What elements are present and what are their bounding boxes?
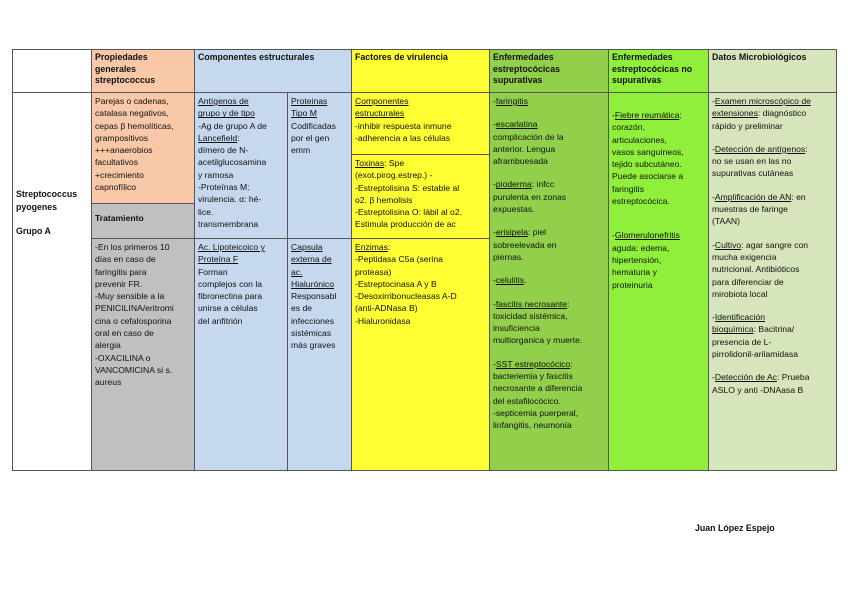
components-lines <box>355 120 486 145</box>
text-line: mirobiota local <box>712 288 768 299</box>
text-line: más graves <box>291 340 336 351</box>
text-line: del estafilocócico. <box>493 395 561 406</box>
text-line: proteasa) <box>355 266 392 277</box>
toxins-title: Toxinas <box>355 158 385 168</box>
micro-inline: : en <box>791 191 806 202</box>
text-line: capnofílico <box>95 182 137 193</box>
micro-cell <box>708 92 837 471</box>
micro-list <box>712 95 833 396</box>
disease-title: Fiebre reumática <box>614 110 680 120</box>
text-line: (TAAN) <box>712 216 741 227</box>
text-line: -OXACILINA o <box>95 352 151 363</box>
micro-item-title <box>712 323 833 335</box>
disease-inline: : <box>679 110 682 120</box>
treatment-title: Tratamiento <box>95 213 144 223</box>
micro-title-text: Identificación <box>714 312 766 323</box>
disease-item <box>493 226 605 238</box>
disease-title: escarlatina <box>495 119 538 130</box>
text-line: grampositivos <box>95 132 149 143</box>
text-line: externa de <box>291 254 332 265</box>
text-line: ac. <box>291 266 303 277</box>
text-line: Hialurónico <box>291 278 334 289</box>
text-line: +++anaerobios <box>95 145 153 156</box>
enzymes-title: Enzimas <box>355 242 388 252</box>
text-line: vasos sanguíneos, <box>612 146 684 157</box>
capsule-cell <box>287 238 352 471</box>
text-line: -Estreptocinasa A y B <box>355 278 437 289</box>
text-line: PENICILINA/eritromi <box>95 303 174 314</box>
micro-item-title: -Examen microscópico de <box>712 96 811 106</box>
text-line: Antígenos de <box>198 96 249 106</box>
text-line: ASLO y anti -DNAasa B <box>712 384 804 395</box>
text-line: muestras de faringe <box>712 204 788 215</box>
text-line: aframbuesada <box>493 156 548 167</box>
text-line: aguda: edema, <box>612 242 670 253</box>
text-line: Forman <box>198 266 228 277</box>
text-line: es de <box>291 303 313 314</box>
disease-prefix: - <box>493 179 496 190</box>
header-micro: Datos Microbiológicos <box>708 49 837 93</box>
text-line: facultativos <box>95 157 138 168</box>
text-line: por el gen <box>291 132 330 143</box>
text-line: sistémicas <box>291 328 332 339</box>
text-line: supurativas cutáneas <box>712 168 794 179</box>
antigens-lines <box>198 120 284 132</box>
text-line: Parejas o cadenas, <box>95 96 169 106</box>
text-line: purulenta en zonas <box>493 191 567 202</box>
disease-item <box>493 178 605 190</box>
protein-m-cell <box>287 92 352 239</box>
text-line: virulencia. α: hé- <box>198 194 262 205</box>
text-line: -En los primeros 10 <box>95 242 170 252</box>
micro-title-text: Amplificación de AN <box>714 191 792 202</box>
text-line: -Estreptolisina S: estable al <box>355 182 460 193</box>
text-line: Proteinas <box>291 96 328 106</box>
text-line: sobreelevada en <box>493 239 557 250</box>
components-cell <box>351 92 490 155</box>
micro-item-title <box>712 107 833 119</box>
disease-title: pioderma <box>495 179 532 190</box>
disease-prefix: - <box>493 358 496 369</box>
capsule-lines <box>291 290 348 351</box>
micro-item-title: -Identificación <box>712 312 766 323</box>
micro-item-title: -Cultivo: agar sangre con <box>712 239 809 250</box>
text-line: multiorganica y muerte. <box>493 335 583 346</box>
disease-prefix: - <box>493 96 496 106</box>
disease-title: celulitis <box>495 275 525 286</box>
row-label <box>12 92 92 471</box>
text-line: catalasa negativos, <box>95 108 169 119</box>
micro-item-title: -Amplificación de AN: en <box>712 191 806 202</box>
text-line: para diferenciar de <box>712 276 784 287</box>
text-line: y ramosa <box>198 169 234 180</box>
disease-item: -Glomerulonefritis <box>612 230 680 241</box>
text-line: no se usan en las no <box>712 156 792 167</box>
text-line: -Ag de grupo A de <box>198 120 267 131</box>
text-line: o2. β hemolisis <box>355 194 413 205</box>
text-line: hipertensión, <box>612 254 662 265</box>
text-line: necrosante a diferencia <box>493 383 583 394</box>
micro-inline: : <box>805 143 808 154</box>
row-label-line1: Streptococcus <box>16 189 78 199</box>
text-line: Responsabl <box>291 291 337 302</box>
properties-list <box>95 95 191 193</box>
text-line: VANCOMICINA si s. <box>95 364 173 375</box>
disease-item <box>493 118 605 130</box>
text-line: (anti-ADNasa B) <box>355 303 418 314</box>
text-line: del anfitrión <box>198 315 243 326</box>
disease-item: -celulitis. <box>493 275 527 286</box>
antigens-lines2 <box>198 144 284 230</box>
text-line: piernas. <box>493 251 524 262</box>
lipoteichoic-lines <box>198 266 284 327</box>
disease-title: faringitis <box>495 96 528 106</box>
text-line: estreptocócica. <box>612 196 670 207</box>
text-line: estructurales <box>355 108 405 119</box>
protein-m-title <box>291 95 348 120</box>
text-line: alergia <box>95 340 121 351</box>
micro-title-text: extensiones <box>712 108 758 119</box>
text-line: -Hialuronidasa <box>355 315 411 326</box>
text-line: -Proteínas M: <box>198 182 250 193</box>
micro-inline: : agar sangre con <box>741 239 809 250</box>
header-properties: Propiedades generales streptococcus <box>91 49 195 93</box>
toxins-first: : Spe <box>384 158 405 168</box>
capsule-title <box>291 241 348 290</box>
non-suppurative-cell <box>608 92 709 471</box>
toxins-lines <box>355 169 486 230</box>
disease-title: SST estreptocócico <box>495 358 571 369</box>
micro-title-text: Examen microscópico de <box>714 96 811 106</box>
text-line: corazón, <box>612 122 645 133</box>
disease-inline: : infcc <box>531 179 555 190</box>
text-line: infecciones <box>291 315 334 326</box>
properties-cell <box>91 92 195 204</box>
text-line: Proteína F <box>198 254 239 265</box>
text-line: insuficiencia <box>493 323 540 334</box>
text-line: días en caso de <box>95 254 156 265</box>
disease-inline: : piel <box>527 227 547 238</box>
text-line: oral en caso de <box>95 328 154 339</box>
lipoteichoic-title <box>198 241 284 266</box>
enzymes-cell: Enzimas: -Peptidasa C5a (serina proteasa) -Estreptocinasa A y B -Desoxirribonucleasas A-D (anti-ADNasa B) -Hialuronidasa <box>351 238 490 471</box>
text-line: anterior. Lengua <box>493 143 556 154</box>
enzymes-lines <box>355 253 486 327</box>
text-line: cepas β hemolíticas, <box>95 120 174 131</box>
text-line: pirrolidonil-arilamidasa <box>712 349 798 360</box>
disease-title: Glomerulonefritis <box>614 230 680 241</box>
text-line: Tipo M <box>291 108 317 119</box>
text-line: fibronectina para <box>198 291 263 302</box>
text-line: articulaciones, <box>612 134 667 145</box>
author: Juan López Espejo <box>695 523 775 533</box>
text-line: nutricional. Antibióticos <box>712 264 800 275</box>
text-line: tejido subcutáneo. <box>612 159 682 170</box>
treatment-cell <box>91 238 195 471</box>
protein-m-lines <box>291 120 348 157</box>
disease-prefix: - <box>493 298 496 309</box>
components-title <box>355 95 486 120</box>
suppurative-list <box>493 95 605 432</box>
text-line: aureus <box>95 377 122 388</box>
disease-prefix: - <box>493 275 496 286</box>
disease-inline: : <box>567 298 570 309</box>
micro-title-text: Detección de Ac <box>714 372 777 383</box>
text-line: -adherencia a las células <box>355 132 451 143</box>
text-line: -septicemia puerperal, <box>493 407 579 418</box>
text-line: faringitis <box>612 183 644 194</box>
row-label-line3: Grupo A <box>16 226 51 236</box>
disease-prefix: - <box>493 227 496 238</box>
header-suppurative: Enfermedades estreptocócicas supurativas <box>489 49 609 93</box>
text-line: prevenir FR. <box>95 278 143 289</box>
text-line: expuestas. <box>493 204 535 215</box>
text-line: Estimula producción de ac <box>355 219 456 230</box>
text-line: complicación de la <box>493 131 564 142</box>
text-line: emm <box>291 145 311 156</box>
text-line: presencia de L- <box>712 336 772 347</box>
toxins-cell <box>351 154 490 239</box>
micro-item-title: -Detección de Ac: Prueba <box>712 372 810 383</box>
non-suppurative-list <box>612 95 705 313</box>
text-line: -Desoxirribonucleasas A-D <box>355 291 457 302</box>
antigens-title <box>198 95 284 120</box>
micro-title-text: Detección de antígenos <box>714 143 806 154</box>
text-line: toxicidad sistémica, <box>493 310 568 321</box>
text-line: +crecimiento <box>95 169 144 180</box>
text-line: -inhibir respuesta inmune <box>355 120 452 131</box>
text-line: hematuria y <box>612 267 657 278</box>
text-line: (exot.pirog.estrep.) - <box>355 170 433 181</box>
text-line: Ac. Lipoteicoico y <box>198 242 265 252</box>
text-line: faringitis para <box>95 266 147 277</box>
text-line: unirse a células <box>198 303 258 314</box>
treatment-list <box>95 241 191 389</box>
text-line: lice. <box>198 206 214 217</box>
disease-item: -Fiebre reumática: <box>612 110 682 120</box>
suppurative-cell <box>489 92 609 471</box>
text-line: cina o cefalosporina <box>95 315 172 326</box>
header-structural: Componentes estructurales <box>194 49 352 93</box>
text-line: grupo y de tipo <box>198 108 255 119</box>
text-line: Componentes <box>355 96 409 106</box>
text-line: -Peptidasa C5a (serina <box>355 254 443 265</box>
micro-inline: : Prueba <box>776 372 810 383</box>
micro-item-title: -Detección de antígenos: <box>712 143 808 154</box>
disease-title: fascitis necrosante <box>495 298 568 309</box>
row-label-line2: pyogenes <box>16 202 58 212</box>
lancefield-label: Lancefield <box>198 132 238 143</box>
antigens-cell: Antígenos de grupo y de tipo -Ag de grupo A de Lancefield: dímero de N- acetilglucosamina y ramosa -Proteínas M: virulencia. α: hé- lice. transmembrana <box>194 92 288 239</box>
micro-title-text: Cultivo <box>714 239 742 250</box>
text-line: Capsula <box>291 242 323 252</box>
text-line: proteinuria <box>612 279 653 290</box>
disease-item <box>493 358 605 370</box>
disease-title: erisipela <box>495 227 528 238</box>
text-line: -Estreptolisina O: lábil al o2. <box>355 207 462 218</box>
text-line: rápido y preliminar <box>712 120 783 131</box>
micro-title-text: bioquímica <box>712 324 754 335</box>
text-line: bacteriemia y fascitis <box>493 371 573 382</box>
text-line: complejos con la <box>198 278 263 289</box>
text-line: -Muy sensible a la <box>95 291 165 302</box>
text-line: mucha exigencia <box>712 251 777 262</box>
header-non-suppurative: Enfermedades estreptocócicas no supurativas <box>608 49 709 93</box>
header-empty <box>12 49 92 93</box>
micro-inline: : Bacitrina/ <box>753 324 795 335</box>
text-line: linfangitis, neumonía <box>493 420 572 431</box>
text-line: Puede asociarse a <box>612 171 684 182</box>
text-line: dímero de N- <box>198 145 249 156</box>
text-line: Codificadas <box>291 120 336 131</box>
header-virulence: Factores de virulencia <box>351 49 490 93</box>
lipoteichoic-cell <box>194 238 288 471</box>
text-line: acetilglucosamina <box>198 157 267 168</box>
micro-inline: : diagnóstico <box>757 108 807 119</box>
disease-prefix: - <box>493 119 496 130</box>
text-line: transmembrana <box>198 218 259 229</box>
disease-item <box>493 95 605 107</box>
treatment-title-cell <box>91 203 195 239</box>
disease-inline: : <box>570 358 573 369</box>
disease-item <box>493 298 605 310</box>
